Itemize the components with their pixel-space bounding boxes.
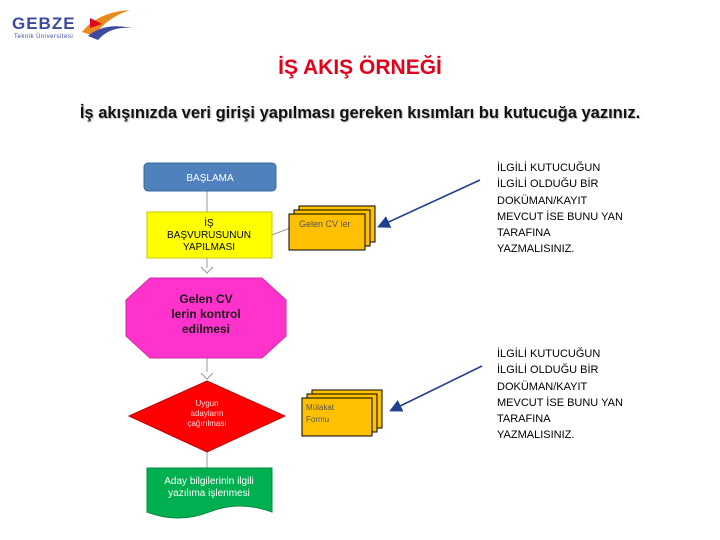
step1-line2: BAŞVURUSUNUN bbox=[167, 230, 251, 241]
document-interview-label-line2: Formu bbox=[306, 415, 330, 424]
step3-line1: Uygun bbox=[195, 399, 219, 408]
logo-name: GEBZE bbox=[12, 14, 76, 33]
start-label: BAŞLAMA bbox=[186, 173, 234, 184]
document-interview-label-line1: Mülakat bbox=[306, 403, 335, 412]
step1-line1: İŞ bbox=[204, 218, 214, 229]
pointer-arrow-1 bbox=[380, 180, 480, 226]
step4-line1: Aday bilgilerinin ilgili bbox=[164, 476, 254, 487]
instruction-note-2: İLGİLİ KUTUCUĞUN İLGİLİ OLDUĞU BİR DOKÜMAN/KAYIT MEVCUT İSE BUNU YAN TARAFINA YAZMALISINIZ. bbox=[497, 348, 623, 442]
step1-line3: YAPILMASI bbox=[182, 242, 236, 253]
logo-subtext: Teknik Üniversitesi bbox=[14, 34, 74, 40]
page-subtitle: İş akışınızda veri girişi yapılması gereken kısımları bu kutucuğa yazınız. bbox=[79, 104, 641, 122]
step4-line2: yazılıma işlenmesi bbox=[168, 488, 250, 499]
connector-arrowhead bbox=[201, 373, 213, 379]
instruction-note-1: İLGİLİ KUTUCUĞUN İLGİLİ OLDUĞU BİR DOKÜMAN/KAYIT MEVCUT İSE BUNU YAN TARAFINA YAZMALISINIZ. bbox=[497, 162, 623, 256]
document-cv-label: Gelen CV ler bbox=[299, 219, 351, 229]
step3-line2: adayların bbox=[190, 409, 224, 418]
connector-line bbox=[272, 228, 290, 235]
page-title: İŞ AKIŞ ÖRNEĞİ bbox=[278, 56, 442, 79]
step2-line1: Gelen CV bbox=[179, 292, 233, 306]
pointer-arrow-2 bbox=[392, 366, 482, 410]
document-stack-interview bbox=[302, 390, 382, 436]
step3-line3: çağırılması bbox=[187, 419, 227, 428]
step2-line2: lerin kontrol bbox=[171, 307, 241, 321]
step2-line3: edilmesi bbox=[181, 322, 231, 336]
